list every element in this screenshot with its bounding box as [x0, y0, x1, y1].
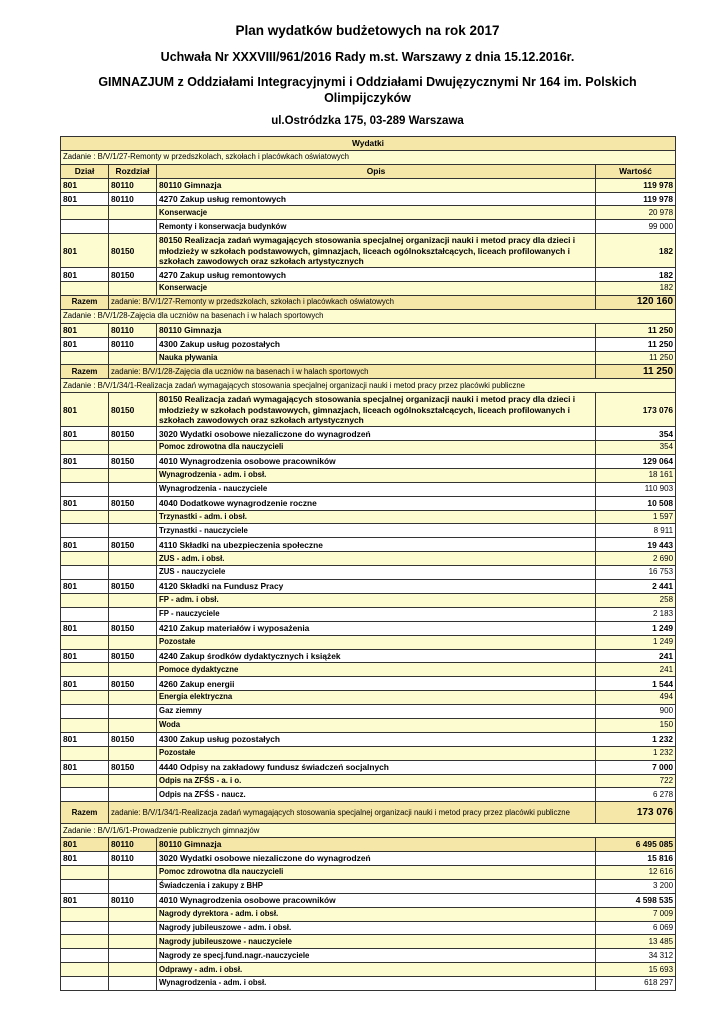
dzial-cell: 801	[61, 893, 109, 907]
opis-cell: 4440 Odpisy na zakładowy fundusz świadczeń socjalnych	[157, 760, 596, 774]
dzial-cell	[61, 788, 109, 802]
table-subrow	[61, 220, 676, 234]
dzial-cell: 801	[61, 268, 109, 282]
document-title: Plan wydatków budżetowych na rok 2017	[235, 23, 500, 38]
rozdzial-cell	[109, 921, 157, 935]
rozdzial-cell: 80150	[109, 496, 157, 510]
rozdzial-cell: 80150	[109, 393, 157, 427]
table-caption: Wydatki	[61, 137, 676, 151]
wartosc-cell: 150	[596, 718, 676, 732]
wartosc-cell: 618 297	[596, 977, 676, 991]
opis-cell: 4210 Zakup materiałów i wyposażenia	[157, 621, 596, 635]
wartosc-cell: 6 278	[596, 788, 676, 802]
table-row	[61, 455, 676, 469]
wartosc-cell: 1 249	[596, 621, 676, 635]
dzial-cell	[61, 705, 109, 719]
rozdzial-cell	[109, 963, 157, 977]
table-subrow	[61, 879, 676, 893]
column-header-row	[61, 164, 676, 178]
total-value: 120 160	[596, 296, 676, 310]
opis-cell: Pozostałe	[157, 746, 596, 760]
dzial-cell: 801	[61, 621, 109, 635]
table-subrow	[61, 718, 676, 732]
opis-cell: Nagrody ze specj.fund.nagr.-nauczyciele	[157, 949, 596, 963]
dzial-cell	[61, 206, 109, 220]
dzial-cell	[61, 566, 109, 580]
opis-cell: 4270 Zakup usług remontowych	[157, 268, 596, 282]
total-value: 11 250	[596, 365, 676, 379]
wartosc-cell: 3 200	[596, 879, 676, 893]
rozdzial-cell: 80110	[109, 323, 157, 337]
table-subrow	[61, 635, 676, 649]
rozdzial-cell: 80150	[109, 268, 157, 282]
total-value: 173 076	[596, 802, 676, 824]
opis-cell: Trzynastki - adm. i obsł.	[157, 510, 596, 524]
table-subrow	[61, 468, 676, 482]
task-row	[61, 309, 676, 323]
wartosc-cell: 1 544	[596, 677, 676, 691]
opis-cell: 80110 Gimnazja	[157, 838, 596, 852]
opis-cell: 80150 Realizacja zadań wymagających stosowania specjalnej organizacji nauki i metod pracy dla dzieci i młodzieży w szkołach podstawowych, gimnazjach, liceach ogólnokształcących, liceach profilowanych i szkołach zawodowych oraz szkołach artystycznych	[157, 393, 596, 427]
table-row	[61, 732, 676, 746]
opis-cell: Trzynastki - nauczyciele	[157, 524, 596, 538]
col-header-opis: Opis	[157, 164, 596, 178]
dzial-cell	[61, 351, 109, 365]
opis-cell: 80150 Realizacja zadań wymagających stosowania specjalnej organizacji nauki i metod pracy dla dzieci i młodzieży w szkołach podstawowych, gimnazjach, liceach ogólnokształcących, liceach profilowanych i szkołach zawodowych oraz szkołach artystycznych	[157, 234, 596, 268]
opis-cell: Energia elektryczna	[157, 691, 596, 705]
rozdzial-cell: 80110	[109, 852, 157, 866]
rozdzial-cell	[109, 524, 157, 538]
wartosc-cell: 2 183	[596, 607, 676, 621]
opis-cell: Odpis na ZFŚS - a. i o.	[157, 774, 596, 788]
wartosc-cell: 241	[596, 649, 676, 663]
table-subrow	[61, 482, 676, 496]
dzial-cell: 801	[61, 760, 109, 774]
opis-cell: ZUS - adm. i obsł.	[157, 552, 596, 566]
rozdzial-cell	[109, 865, 157, 879]
table-subrow	[61, 963, 676, 977]
dzial-cell	[61, 865, 109, 879]
wartosc-cell: 110 903	[596, 482, 676, 496]
dzial-cell	[61, 977, 109, 991]
opis-cell: 4010 Wynagrodzenia osobowe pracowników	[157, 455, 596, 469]
table-row	[61, 538, 676, 552]
opis-cell: Pomoc zdrowotna dla nauczycieli	[157, 441, 596, 455]
rozdzial-cell	[109, 482, 157, 496]
school-address: ul.Ostródzka 175, 03-289 Warszawa	[271, 115, 464, 127]
opis-cell: 80110 Gimnazja	[157, 178, 596, 192]
table-row	[61, 178, 676, 192]
rozdzial-cell	[109, 607, 157, 621]
task-row	[61, 150, 676, 164]
dzial-cell	[61, 552, 109, 566]
rozdzial-cell	[109, 663, 157, 677]
wartosc-cell: 15 816	[596, 852, 676, 866]
rozdzial-cell: 80150	[109, 732, 157, 746]
table-row	[61, 234, 676, 268]
table-row	[61, 192, 676, 206]
total-row	[61, 802, 676, 824]
opis-cell: 4040 Dodatkowe wynagrodzenie roczne	[157, 496, 596, 510]
rozdzial-cell: 80150	[109, 649, 157, 663]
document-header	[60, 22, 675, 129]
wartosc-cell: 13 485	[596, 935, 676, 949]
col-header-rozdzial: Rozdział	[109, 164, 157, 178]
wartosc-cell: 182	[596, 282, 676, 296]
school-name: GIMNAZJUM z Oddziałami Integracyjnymi i Oddziałami Dwujęzycznymi Nr 164 im. Polskich Olimpijczyków	[98, 75, 637, 105]
wartosc-cell: 241	[596, 663, 676, 677]
table-subrow	[61, 510, 676, 524]
opis-cell: FP - nauczyciele	[157, 607, 596, 621]
wartosc-cell: 16 753	[596, 566, 676, 580]
table-subrow	[61, 206, 676, 220]
opis-cell: Nagrody jubileuszowe - adm. i obsł.	[157, 921, 596, 935]
table-subrow	[61, 949, 676, 963]
resolution-line: Uchwała Nr XXXVIII/961/2016 Rady m.st. Warszawy z dnia 15.12.2016r.	[160, 50, 575, 64]
table-row	[61, 893, 676, 907]
opis-cell: Wynagrodzenia - adm. i obsł.	[157, 977, 596, 991]
opis-cell: Konserwacje	[157, 206, 596, 220]
wartosc-cell: 11 250	[596, 337, 676, 351]
dzial-cell: 801	[61, 455, 109, 469]
rozdzial-cell	[109, 552, 157, 566]
total-label: Razem	[61, 802, 109, 824]
rozdzial-cell	[109, 441, 157, 455]
dzial-cell	[61, 441, 109, 455]
dzial-cell: 801	[61, 337, 109, 351]
rozdzial-cell	[109, 593, 157, 607]
rozdzial-cell	[109, 351, 157, 365]
rozdzial-cell	[109, 282, 157, 296]
rozdzial-cell	[109, 635, 157, 649]
wartosc-cell: 10 508	[596, 496, 676, 510]
opis-cell: Woda	[157, 718, 596, 732]
opis-cell: Nauka pływania	[157, 351, 596, 365]
table-subrow	[61, 907, 676, 921]
opis-cell: Świadczenia i zakupy z BHP	[157, 879, 596, 893]
table-row	[61, 427, 676, 441]
table-row	[61, 337, 676, 351]
table-subrow	[61, 977, 676, 991]
table-subrow	[61, 607, 676, 621]
table-subrow	[61, 921, 676, 935]
rozdzial-cell	[109, 510, 157, 524]
total-row	[61, 296, 676, 310]
wartosc-cell: 7 009	[596, 907, 676, 921]
rozdzial-cell	[109, 718, 157, 732]
table-subrow	[61, 691, 676, 705]
rozdzial-cell: 80150	[109, 677, 157, 691]
dzial-cell	[61, 921, 109, 935]
wartosc-cell: 99 000	[596, 220, 676, 234]
table-row	[61, 760, 676, 774]
rozdzial-cell	[109, 468, 157, 482]
dzial-cell	[61, 691, 109, 705]
dzial-cell	[61, 282, 109, 296]
total-description: zadanie: B/V/1/34/1-Realizacja zadań wymagających stosowania specjalnej organizacji nauki i metod pracy przez placówki publiczne	[109, 802, 596, 824]
wartosc-cell: 173 076	[596, 393, 676, 427]
opis-cell: 4300 Zakup usług pozostałych	[157, 337, 596, 351]
wartosc-cell: 119 978	[596, 192, 676, 206]
rozdzial-cell	[109, 206, 157, 220]
dzial-cell	[61, 746, 109, 760]
wartosc-cell: 129 064	[596, 455, 676, 469]
table-row	[61, 393, 676, 427]
dzial-cell: 801	[61, 649, 109, 663]
rozdzial-cell	[109, 949, 157, 963]
wartosc-cell: 1 249	[596, 635, 676, 649]
table-row	[61, 496, 676, 510]
table-subrow	[61, 441, 676, 455]
opis-cell: 4300 Zakup usług pozostałych	[157, 732, 596, 746]
dzial-cell: 801	[61, 496, 109, 510]
dzial-cell	[61, 468, 109, 482]
dzial-cell	[61, 593, 109, 607]
opis-cell: Pomoce dydaktyczne	[157, 663, 596, 677]
dzial-cell: 801	[61, 538, 109, 552]
table-subrow	[61, 663, 676, 677]
wartosc-cell: 722	[596, 774, 676, 788]
table-row	[61, 677, 676, 691]
wartosc-cell: 34 312	[596, 949, 676, 963]
wartosc-cell: 1 597	[596, 510, 676, 524]
total-label: Razem	[61, 365, 109, 379]
table-subrow	[61, 566, 676, 580]
rozdzial-cell	[109, 220, 157, 234]
wartosc-cell: 20 978	[596, 206, 676, 220]
rozdzial-cell: 80150	[109, 455, 157, 469]
dzial-cell: 801	[61, 838, 109, 852]
dzial-cell: 801	[61, 580, 109, 594]
table-caption-row	[61, 137, 676, 151]
task-label: Zadanie : B/V/1/28-Zajęcia dla uczniów na basenach i w halach sportowych	[61, 309, 676, 323]
dzial-cell	[61, 774, 109, 788]
rozdzial-cell	[109, 935, 157, 949]
table-row	[61, 268, 676, 282]
wartosc-cell: 354	[596, 427, 676, 441]
table-subrow	[61, 865, 676, 879]
opis-cell: 80110 Gimnazja	[157, 323, 596, 337]
table-subrow	[61, 705, 676, 719]
table-subrow	[61, 552, 676, 566]
wartosc-cell: 6 495 085	[596, 838, 676, 852]
dzial-cell	[61, 220, 109, 234]
wartosc-cell: 4 598 535	[596, 893, 676, 907]
total-description: zadanie: B/V/1/27-Remonty w przedszkolach, szkołach i placówkach oświatowych	[109, 296, 596, 310]
wartosc-cell: 182	[596, 234, 676, 268]
rozdzial-cell	[109, 705, 157, 719]
dzial-cell	[61, 510, 109, 524]
task-label: Zadanie : B/V/1/27-Remonty w przedszkolach, szkołach i placówkach oświatowych	[61, 150, 676, 164]
opis-cell: Nagrody dyrektora - adm. i obsł.	[157, 907, 596, 921]
dzial-cell: 801	[61, 677, 109, 691]
dzial-cell	[61, 524, 109, 538]
opis-cell: 4240 Zakup środków dydaktycznych i książek	[157, 649, 596, 663]
dzial-cell: 801	[61, 192, 109, 206]
wartosc-cell: 19 443	[596, 538, 676, 552]
wartosc-cell: 6 069	[596, 921, 676, 935]
wartosc-cell: 8 911	[596, 524, 676, 538]
dzial-cell	[61, 949, 109, 963]
dzial-cell	[61, 607, 109, 621]
rozdzial-cell	[109, 977, 157, 991]
rozdzial-cell: 80150	[109, 580, 157, 594]
total-description: zadanie: B/V/1/28-Zajęcia dla uczniów na basenach i w halach sportowych	[109, 365, 596, 379]
dzial-cell	[61, 718, 109, 732]
rozdzial-cell: 80150	[109, 234, 157, 268]
opis-cell: FP - adm. i obsł.	[157, 593, 596, 607]
wartosc-cell: 1 232	[596, 732, 676, 746]
rozdzial-cell	[109, 691, 157, 705]
rozdzial-cell: 80150	[109, 621, 157, 635]
opis-cell: ZUS - nauczyciele	[157, 566, 596, 580]
dzial-cell: 801	[61, 393, 109, 427]
table-subrow	[61, 774, 676, 788]
opis-cell: Remonty i konserwacja budynków	[157, 220, 596, 234]
dzial-cell: 801	[61, 323, 109, 337]
table-subrow	[61, 935, 676, 949]
col-header-dzial: Dział	[61, 164, 109, 178]
table-subrow	[61, 282, 676, 296]
rozdzial-cell: 80110	[109, 838, 157, 852]
opis-cell: 4260 Zakup energii	[157, 677, 596, 691]
opis-cell: Nagrody jubileuszowe - nauczyciele	[157, 935, 596, 949]
wartosc-cell: 12 616	[596, 865, 676, 879]
opis-cell: Gaz ziemny	[157, 705, 596, 719]
dzial-cell	[61, 935, 109, 949]
rozdzial-cell	[109, 746, 157, 760]
table-row	[61, 580, 676, 594]
dzial-cell	[61, 963, 109, 977]
table-subrow	[61, 746, 676, 760]
total-row	[61, 365, 676, 379]
opis-cell: 4120 Składki na Fundusz Pracy	[157, 580, 596, 594]
dzial-cell	[61, 907, 109, 921]
rozdzial-cell: 80150	[109, 427, 157, 441]
wartosc-cell: 182	[596, 268, 676, 282]
dzial-cell: 801	[61, 852, 109, 866]
wartosc-cell: 11 250	[596, 323, 676, 337]
rozdzial-cell: 80110	[109, 893, 157, 907]
task-row	[61, 379, 676, 393]
wartosc-cell: 2 690	[596, 552, 676, 566]
task-row	[61, 824, 676, 838]
expenses-table	[60, 136, 676, 991]
rozdzial-cell	[109, 788, 157, 802]
wartosc-cell: 2 441	[596, 580, 676, 594]
task-label: Zadanie : B/V/1/6/1-Prowadzenie publicznych gimnazjów	[61, 824, 676, 838]
wartosc-cell: 7 000	[596, 760, 676, 774]
opis-cell: Wynagrodzenia - adm. i obsł.	[157, 468, 596, 482]
table-subrow	[61, 788, 676, 802]
wartosc-cell: 119 978	[596, 178, 676, 192]
opis-cell: Odpis na ZFŚS - naucz.	[157, 788, 596, 802]
wartosc-cell: 11 250	[596, 351, 676, 365]
rozdzial-cell	[109, 566, 157, 580]
col-header-wartosc: Wartość	[596, 164, 676, 178]
wartosc-cell: 354	[596, 441, 676, 455]
opis-cell: Konserwacje	[157, 282, 596, 296]
table-row	[61, 649, 676, 663]
opis-cell: 3020 Wydatki osobowe niezaliczone do wynagrodzeń	[157, 852, 596, 866]
rozdzial-cell: 80110	[109, 178, 157, 192]
dzial-cell	[61, 663, 109, 677]
opis-cell: Odprawy - adm. i obsł.	[157, 963, 596, 977]
table-subrow	[61, 593, 676, 607]
dzial-cell	[61, 482, 109, 496]
task-label: Zadanie : B/V/1/34/1-Realizacja zadań wymagających stosowania specjalnej organizacji nauki i metod pracy przez placówki publiczne	[61, 379, 676, 393]
rozdzial-cell: 80150	[109, 538, 157, 552]
opis-cell: 4270 Zakup usług remontowych	[157, 192, 596, 206]
table-row	[61, 852, 676, 866]
dzial-cell: 801	[61, 732, 109, 746]
dzial-cell: 801	[61, 427, 109, 441]
rozdzial-cell	[109, 879, 157, 893]
opis-cell: Pozostałe	[157, 635, 596, 649]
wartosc-cell: 1 232	[596, 746, 676, 760]
total-label: Razem	[61, 296, 109, 310]
table-subrow	[61, 351, 676, 365]
dzial-cell	[61, 635, 109, 649]
wartosc-cell: 258	[596, 593, 676, 607]
rozdzial-cell	[109, 907, 157, 921]
table-subrow	[61, 524, 676, 538]
dzial-cell: 801	[61, 178, 109, 192]
opis-cell: 4010 Wynagrodzenia osobowe pracowników	[157, 893, 596, 907]
dzial-cell: 801	[61, 234, 109, 268]
rozdzial-cell	[109, 774, 157, 788]
wartosc-cell: 494	[596, 691, 676, 705]
wartosc-cell: 18 161	[596, 468, 676, 482]
opis-cell: Wynagrodzenia - nauczyciele	[157, 482, 596, 496]
table-row	[61, 838, 676, 852]
opis-cell: 4110 Składki na ubezpieczenia społeczne	[157, 538, 596, 552]
dzial-cell	[61, 879, 109, 893]
table-row	[61, 323, 676, 337]
rozdzial-cell: 80150	[109, 760, 157, 774]
wartosc-cell: 900	[596, 705, 676, 719]
opis-cell: 3020 Wydatki osobowe niezaliczone do wynagrodzeń	[157, 427, 596, 441]
wartosc-cell: 15 693	[596, 963, 676, 977]
table-row	[61, 621, 676, 635]
rozdzial-cell: 80110	[109, 337, 157, 351]
rozdzial-cell: 80110	[109, 192, 157, 206]
opis-cell: Pomoc zdrowotna dla nauczycieli	[157, 865, 596, 879]
